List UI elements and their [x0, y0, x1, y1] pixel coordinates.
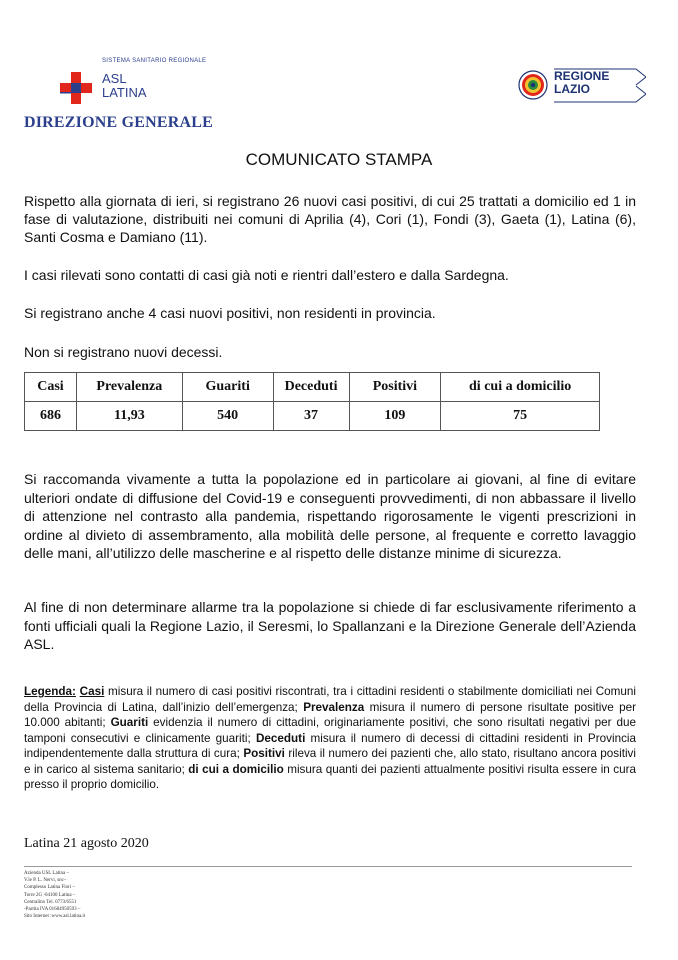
legend-desc-positivi: rileva il numero dei pazienti che, allo stato, risultano ancora positivi e in carico al sistema sanitario;: [24, 747, 636, 776]
table-header-cell: di cui a domicilio: [441, 373, 600, 402]
legend-term-prevalenza: Prevalenza: [303, 700, 365, 714]
footer-line: Complesso Latina Fiori –: [24, 885, 75, 891]
legend: [24, 684, 636, 793]
red-cross-icon: [58, 70, 94, 106]
asl-line2: LATINA: [102, 85, 147, 100]
paragraph-non-residents: Si registrano anche 4 casi nuovi positivi, non residenti in provincia.: [24, 305, 436, 321]
paragraph-official-sources: Al fine di non determinare allarme tra la popolazione si chiede di far esclusivamente riferimento a fonti ufficiali quali la Regione Lazio, il Seresmi, lo Spallanzani e la Direzione Generale dell’Azienda ASL.: [24, 599, 636, 652]
table-row: [25, 402, 600, 431]
table-cell: 540: [182, 402, 273, 431]
asl-sistema-text: SISTEMA SANITARIO REGIONALE: [102, 58, 207, 64]
table-header-cell: Prevalenza: [76, 373, 182, 402]
footer-line: -Partita IVA 01684950593 –: [24, 907, 81, 913]
lazio-line1: REGIONE: [554, 69, 610, 83]
paragraph-contacts: I casi rilevati sono contatti di casi già noti e rientri dall’estero e dalla Sardegna.: [24, 267, 509, 283]
table-header-cell: Guariti: [182, 373, 273, 402]
table-header-row: [25, 373, 600, 402]
legend-desc-casi: misura il numero di casi positivi riscontrati, tra i cittadini residenti o stabilmente domiciliati nei Comuni della Provincia di Latina, dall’inizio dell’emergenza;: [24, 685, 637, 714]
document-date: Latina 21 agosto 2020: [24, 836, 149, 851]
footer-address: [24, 870, 85, 920]
table-cell: 37: [273, 402, 349, 431]
legend-desc-domicilio: misura quanti dei pazienti attualmente positivi risulta essere in cura presso il proprio domicilio.: [24, 762, 636, 791]
lazio-line2: LAZIO: [554, 82, 590, 96]
page-title: COMUNICATO STAMPA: [245, 150, 433, 169]
lazio-emblem-icon: [518, 70, 548, 100]
regione-lazio-logo: [518, 68, 648, 106]
footer-divider: [24, 866, 632, 867]
asl-latina-logo: [58, 56, 238, 106]
table-cell: 686: [25, 402, 77, 431]
direzione-generale-heading: DIREZIONE GENERALE: [24, 114, 213, 131]
paragraph-recommendation: Si raccomanda vivamente a tutta la popolazione ed in particolare ai giovani, al fine di evitare ulteriori ondate di diffusione del Covid-19 e conseguenti provvedimenti, di non abbassare il livello di attenzione nel contrasto alla pandemia, rispettando rigorosamente le vigenti prescrizioni in ordine al divieto di assembramento, alla mobilità delle persone, al frequente e corretto lavaggio delle mani, all’utilizzo delle mascherine e al rispetto delle distanze minime di sicurezza.: [24, 471, 636, 561]
footer-line: Centralino Tel. 0773/6551: [24, 899, 77, 905]
legend-term-positivi: Positivi: [243, 747, 285, 760]
legend-term-guariti: Guariti: [110, 716, 149, 729]
table-header-cell: Positivi: [349, 373, 441, 402]
legend-desc-guariti: evidenzia il numero di cittadini, originariamente positivi, che sono risultati negativi per due tamponi consecutivi e clinicamente guariti;: [24, 716, 636, 745]
legend-term-deceduti: Deceduti: [255, 731, 306, 745]
lazio-text: [554, 70, 609, 96]
footer-line: V.le P. L. Nervi, snc–: [24, 878, 67, 884]
paragraph-new-cases: Rispetto alla giornata di ieri, si registrano 26 nuovi casi positivi, di cui 25 trattati a domicilio ed 1 in fase di valutazione, distribuiti nei comuni di Aprilia (4), Cori (1), Fondi (3), Gaeta (1), Latina (6), Santi Cosma e Damiano (11).: [24, 193, 636, 245]
table-header-cell: Casi: [25, 373, 77, 402]
table-cell: 11,93: [76, 402, 182, 431]
stats-table: [24, 372, 600, 431]
table-cell: 75: [441, 402, 600, 431]
legend-label: Legenda:: [24, 685, 76, 698]
legend-desc-deceduti: misura il numero di decessi di cittadini residenti in Provincia indipendentemente dalla struttura di cura;: [24, 731, 637, 760]
table-cell: 109: [349, 402, 441, 431]
asl-line1: ASL: [102, 71, 127, 86]
legend-term-casi: Casi: [79, 685, 105, 698]
legend-desc-prevalenza: misura il numero di persone risultate positive per 10.000 abitanti;: [24, 700, 636, 729]
footer-line: Torre 2G -04100 Latina –: [24, 892, 76, 898]
footer-line: Sito Internet :www.asl.latina.it: [24, 914, 86, 920]
footer-line: Azienda USL Latina –: [24, 871, 69, 876]
paragraph-deaths: Non si registrano nuovi decessi.: [24, 344, 223, 360]
table-header-cell: Deceduti: [273, 373, 349, 402]
legend-term-domicilio: di cui a domicilio: [188, 762, 284, 776]
asl-name: [102, 72, 147, 100]
